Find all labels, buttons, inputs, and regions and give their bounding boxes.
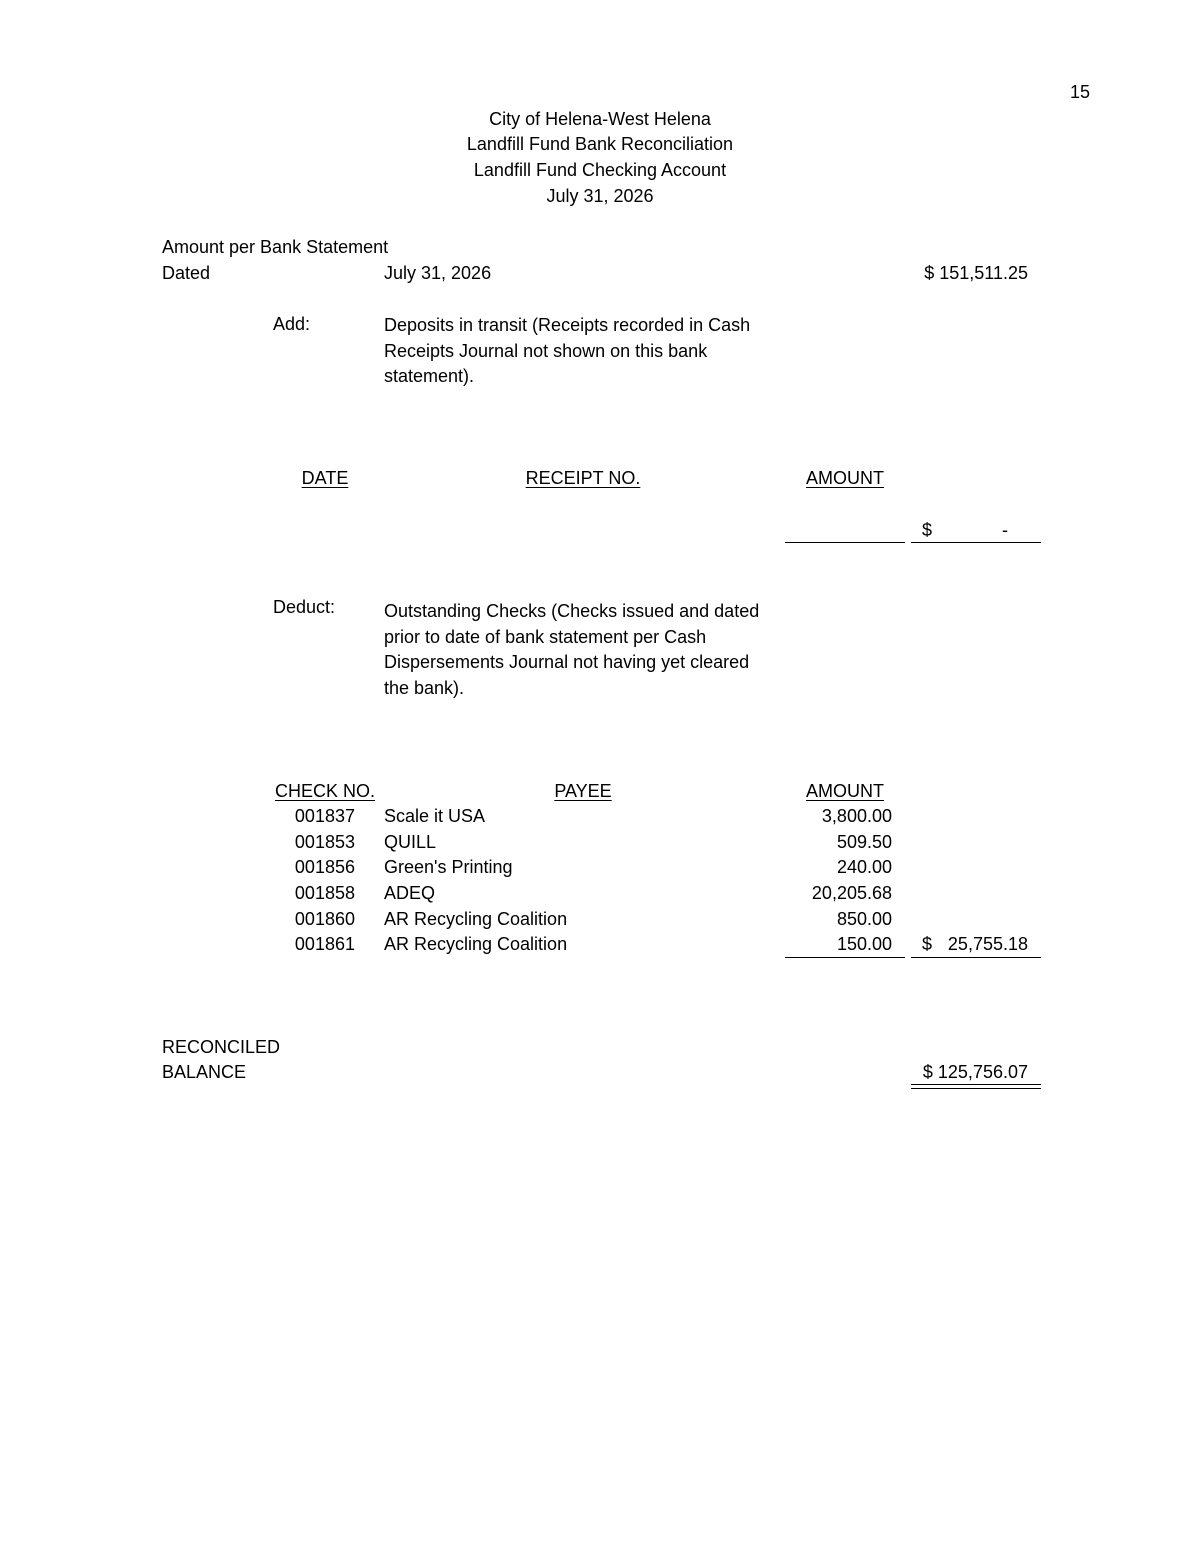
deduct-label: Deduct: [273,597,336,617]
check-amount: 20,205.68 [811,883,892,903]
col-header-receipt-no: RECEIPT NO. [525,468,641,488]
checks-amount-underline [785,957,905,958]
check-number: 001853 [294,832,355,852]
check-number: 001860 [294,909,355,929]
col-header-check-no: CHECK NO. [274,781,375,801]
add-description: Deposits in transit (Receipts recorded in Cash Receipts Journal not shown on this bank statement). [384,315,751,387]
check-number: 001837 [294,806,355,826]
check-amount: 150.00 [836,934,892,954]
add-label: Add: [273,314,311,334]
check-amount: 240.00 [836,857,892,877]
check-number: 001856 [294,857,355,877]
table-row [0,907,1200,933]
check-number: 001861 [294,934,355,954]
dated-label: Dated [162,263,211,283]
balance-label: BALANCE [162,1062,247,1082]
col-header-amount: AMOUNT [806,468,884,488]
statement-date: July 31, 2026 [384,263,492,283]
table-row [0,881,1200,907]
table-row [0,830,1200,856]
reconciled-double-underline [911,1084,1041,1089]
table-row [0,855,1200,881]
check-amount: 509.50 [836,832,892,852]
payee: QUILL [384,832,437,852]
payee: ADEQ [384,883,436,903]
col-header-check-amount: AMOUNT [806,781,884,801]
header-account: Landfill Fund Checking Account [473,160,727,180]
check-number: 001858 [294,883,355,903]
checks-total-currency: $ [922,934,933,954]
check-amount: 850.00 [836,909,892,929]
payee: AR Recycling Coalition [384,934,568,954]
statement-amount: $ 151,511.25 [924,263,1028,283]
header-date: July 31, 2026 [546,186,654,206]
header-report-title: Landfill Fund Bank Reconciliation [466,134,734,154]
deposits-total-currency: $ [922,520,933,540]
checks-total-underline [911,957,1041,958]
payee: Green's Printing [384,857,513,877]
header-city: City of Helena-West Helena [489,109,711,129]
page-number: 15 [1070,82,1091,102]
reconciled-amount: $ 125,756.07 [922,1062,1028,1082]
deduct-description: Outstanding Checks (Checks issued and dated prior to date of bank statement per Cash Dispersements Journal not having yet cleared the bank). [384,601,760,698]
col-header-payee: PAYEE [554,781,612,801]
bank-statement-label: Amount per Bank Statement [162,237,389,257]
deposits-total-value: - [1002,520,1008,540]
check-amount: 3,800.00 [821,806,892,826]
payee: AR Recycling Coalition [384,909,568,929]
payee: Scale it USA [384,806,486,826]
deposits-total-underline [911,542,1041,543]
checks-total-value: 25,755.18 [947,934,1028,954]
table-row [0,804,1200,830]
deposits-amount-underline [785,542,905,543]
reconciled-label: RECONCILED [162,1037,281,1057]
col-header-date: DATE [301,468,349,488]
